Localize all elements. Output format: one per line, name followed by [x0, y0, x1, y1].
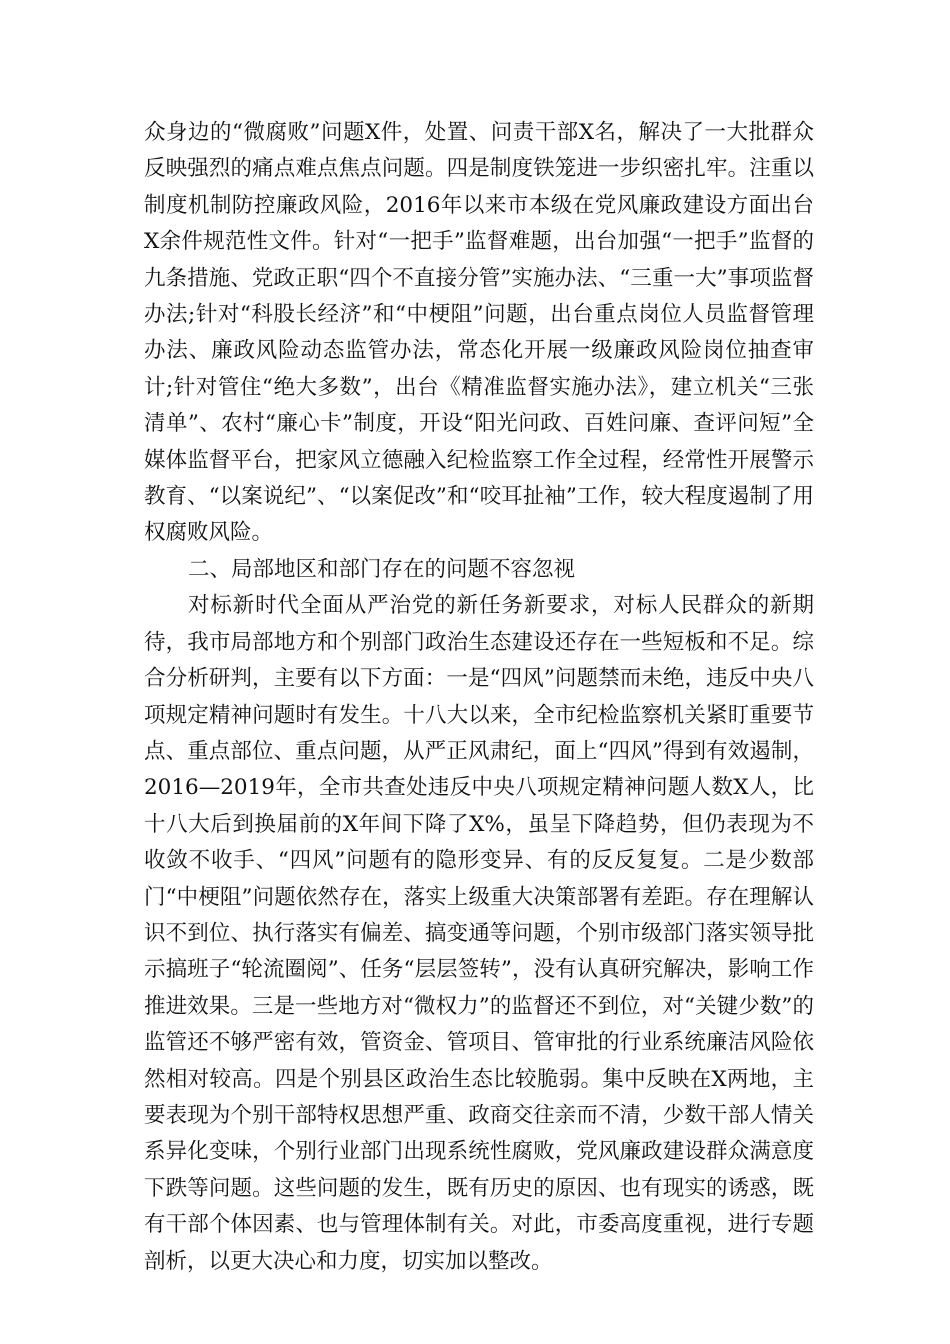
document-page	[144, 115, 814, 1280]
paragraph-continuation: 众身边的“微腐败”问题X件，处置、问责干部X名，解决了一大批群众反映强烈的痛点难点焦点问题。四是制度铁笼进一步织密扎牢。注重以制度机制防控廉政风险，2016年以来市本级在党风廉政建设方面出台X余件规范性文件。针对“一把手”监督难题，出台加强“一把手”监督的九条措施、党政正职“四个不直接分管”实施办法、“三重一大”事项监督办法;针对“科股长经济”和“中梗阻”问题，出台重点岗位人员监督管理办法、廉政风险动态监管办法，常态化开展一级廉政风险岗位抽查审计;针对管住“绝大多数”，出台《精准监督实施办法》，建立机关“三张清单”、农村“廉心卡”制度，开设“阳光问政、百姓问廉、查评问短”全媒体监督平台，把家风立德融入纪检监察工作全过程，经常性开展警示教育、“以案说纪”、“以案促改”和“咬耳扯袖”工作，较大程度遏制了用权腐败风险。	[144, 120, 814, 546]
section-heading: 二、局部地区和部门存在的问题不容忽视	[188, 556, 576, 582]
paragraph-body: 对标新时代全面从严治党的新任务新要求，对标人民群众的新期待，我市局部地方和个别部门政治生态建设还存在一些短板和不足。综合分析研判，主要有以下方面：一是“四风”问题禁而未绝，违反中央八项规定精神问题时有发生。十八大以来，全市纪检监察机关紧盯重要节点、重点部位、重点问题，从严正风肃纪，面上“四风”得到有效遏制，2016—2019年，全市共查处违反中央八项规定精神问题人数X人，比十八大后到换届前的X年间下降了X%，虽呈下降趋势，但仍表现为不收敛不收手、“四风”问题有的隐形变异、有的反反复复。二是少数部门“中梗阻”问题依然存在，落实上级重大决策部署有差距。存在理解认识不到位、执行落实有偏差、搞变通等问题，个别市级部门落实领导批示搞班子“轮流圈阅”、任务“层层签转”，没有认真研究解决，影响工作推进效果。三是一些地方对“微权力”的监督还不到位，对“关键少数”的监管还不够严密有效，管资金、管项目、管审批的行业系统廉洁风险依然相对较高。四是个别县区政治生态比较脆弱。集中反映在X两地，主要表现为个别干部特权思想严重、政商交往亲而不清，少数干部人情关系异化变味，个别行业部门出现系统性腐败，党风廉政建设群众满意度下跌等问题。这些问题的发生，既有历史的原因、也有现实的诱惑，既有干部个体因素、也与管理体制有关。对此，市委高度重视，进行专题剖析，以更大决心和力度，切实加以整改。	[144, 593, 814, 1274]
